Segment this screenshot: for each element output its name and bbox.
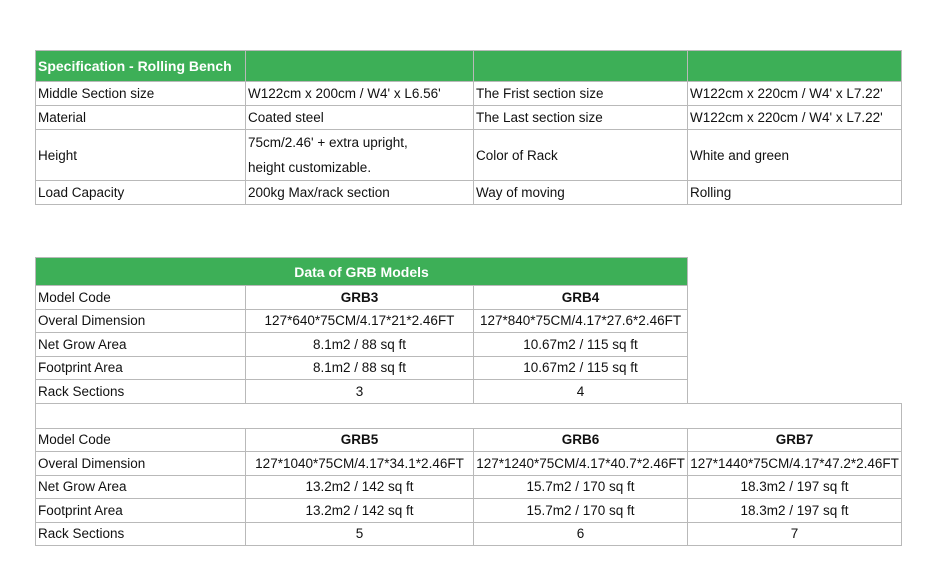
spacer-row [36, 403, 902, 428]
table-row: Overal Dimension 127*640*75CM/4.17*21*2.46FT 127*840*75CM/4.17*27.6*2.46FT [36, 309, 902, 333]
table-row: Height 75cm/2.46' + extra upright, height customizable. Color of Rack White and green [36, 130, 902, 181]
table-row: Rack Sections 3 4 [36, 380, 902, 404]
table-row: Net Grow Area 13.2m2 / 142 sq ft 15.7m2 / 170 sq ft 18.3m2 / 197 sq ft [36, 475, 902, 499]
table-row: Net Grow Area 8.1m2 / 88 sq ft 10.67m2 / 115 sq ft [36, 333, 902, 357]
models-title: Data of GRB Models [36, 258, 688, 286]
table-row: Overal Dimension 127*1040*75CM/4.17*34.1*2.46FT 127*1240*75CM/4.17*40.7*2.46FT 127*1440*75CM/4.17*47.2*2.46FT [36, 452, 902, 476]
table-row: Rack Sections 5 6 7 [36, 522, 902, 546]
table-row: Footprint Area 8.1m2 / 88 sq ft 10.67m2 / 115 sq ft [36, 356, 902, 380]
table-row: Footprint Area 13.2m2 / 142 sq ft 15.7m2 / 170 sq ft 18.3m2 / 197 sq ft [36, 499, 902, 523]
spec-table [35, 50, 902, 205]
table-row: Load Capacity 200kg Max/rack section Way of moving Rolling [36, 181, 902, 205]
table-row: Model Code GRB3 GRB4 [36, 286, 902, 310]
table-row: Material Coated steel The Last section size W122cm x 220cm / W4' x L7.22' [36, 106, 902, 130]
table-row: Model Code GRB5 GRB6 GRB7 [36, 428, 902, 452]
models-table [35, 257, 902, 546]
table-row: Middle Section size W122cm x 200cm / W4' x L6.56' The Frist section size W122cm x 220cm / W4' x L7.22' [36, 82, 902, 106]
spec-title: Specification - Rolling Bench [36, 51, 246, 82]
